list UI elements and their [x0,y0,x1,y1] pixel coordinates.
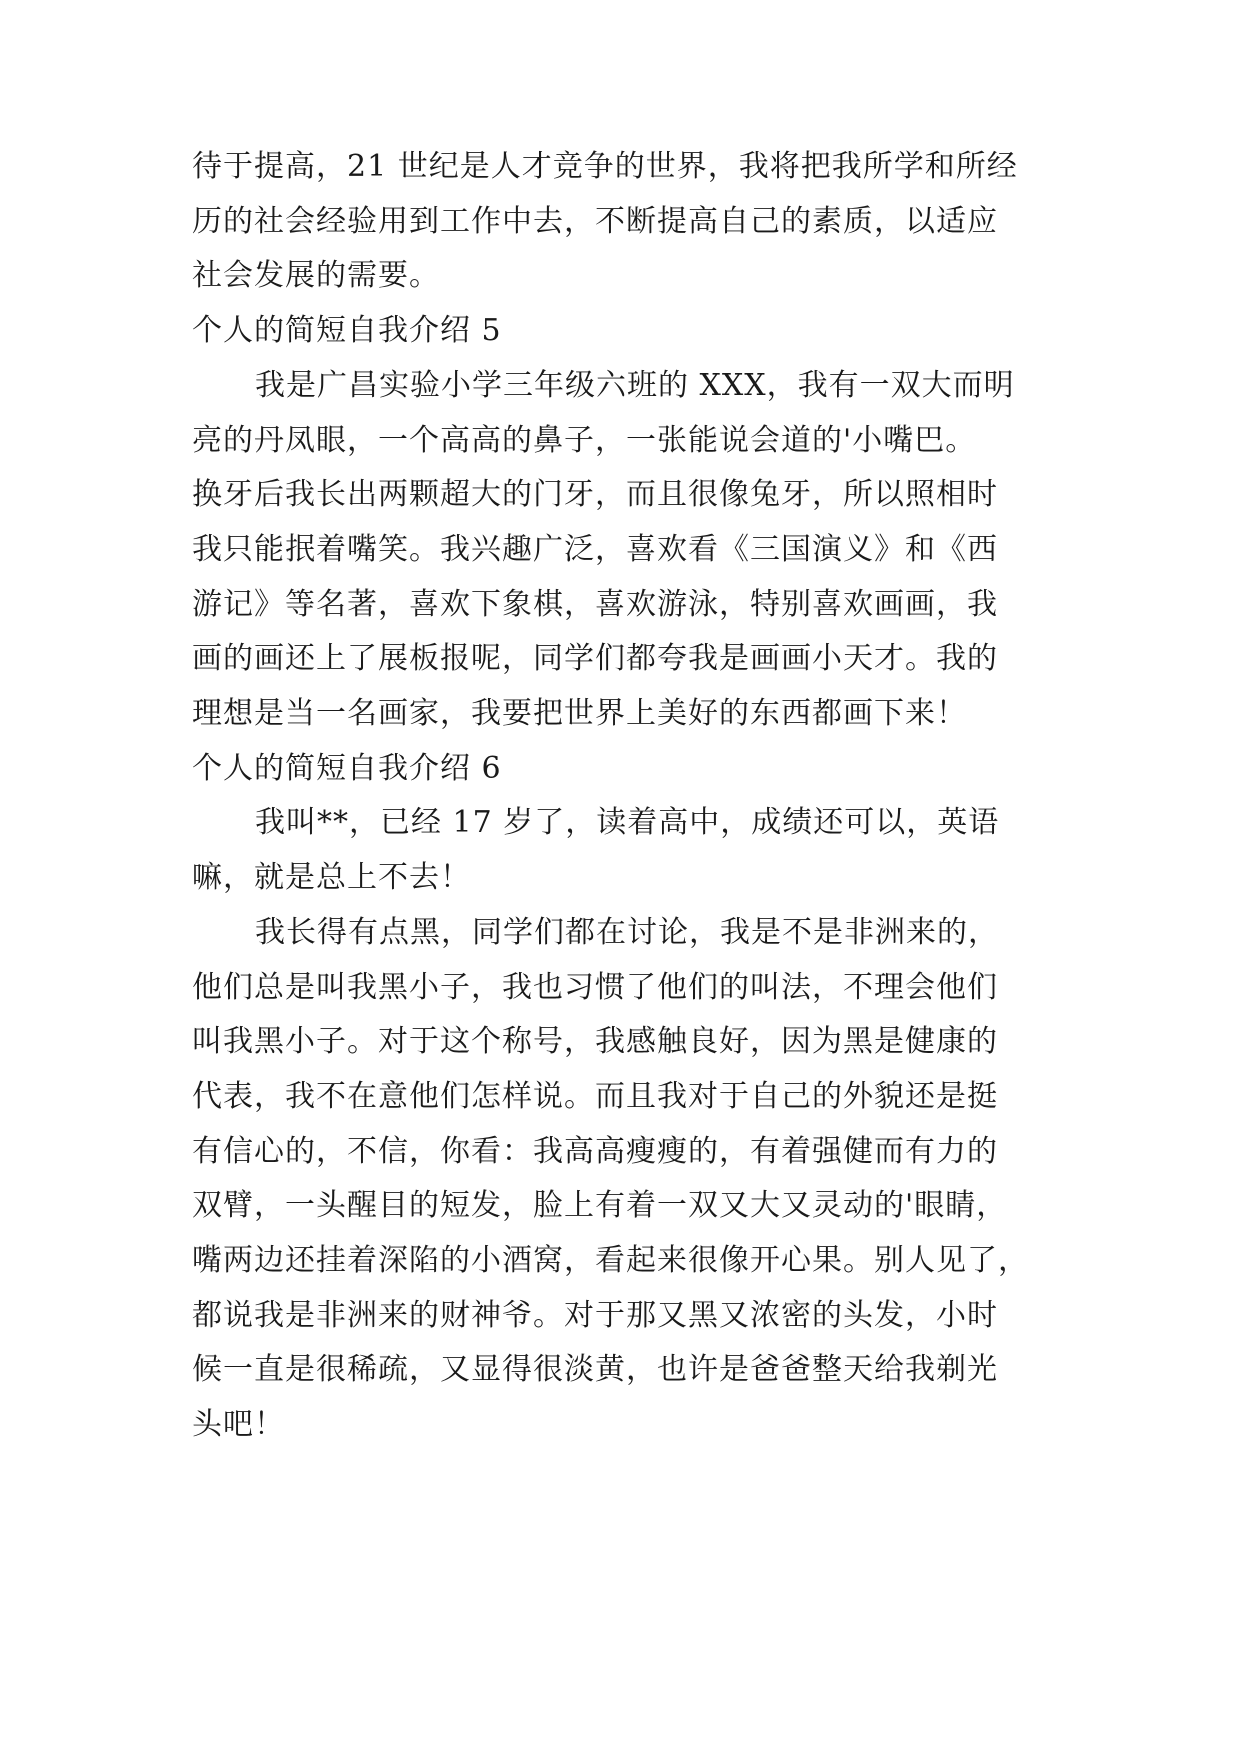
section-heading: 个人的简短自我介绍 6 [192,751,502,786]
paragraph-line: 换牙后我长出两颗超大的门牙，而且很像兔牙，所以照相时 [192,477,998,512]
paragraph-line: 亮的丹凤眼，一个高高的鼻子，一张能说会道的'小嘴巴。 [192,423,977,458]
section-heading: 个人的简短自我介绍 5 [192,313,502,348]
paragraph-line: 社会发展的需要。 [192,258,440,293]
paragraph-line: 双臂，一头醒目的短发，脸上有着一双又大又灵动的'眼睛， [192,1188,1008,1223]
paragraph-line: 理想是当一名画家，我要把世界上美好的东西都画下来！ [192,696,967,731]
paragraph-line: 嘛，就是总上不去！ [192,860,471,895]
paragraph-line: 我长得有点黑，同学们都在讨论，我是不是非洲来的， [255,915,999,950]
paragraph-line: 待于提高，21 世纪是人才竞争的世界，我将把我所学和所经 [192,149,1018,184]
paragraph-line: 代表，我不在意他们怎样说。而且我对于自己的外貌还是挺 [192,1079,998,1114]
paragraph-line: 有信心的，不信，你看：我高高瘦瘦的，有着强健而有力的 [192,1134,998,1169]
paragraph-line: 历的社会经验用到工作中去，不断提高自己的素质，以适应 [192,204,998,239]
paragraph-line: 头吧！ [192,1407,285,1442]
paragraph-line: 画的画还上了展板报呢，同学们都夸我是画画小天才。我的 [192,641,998,676]
paragraph-line: 我只能抿着嘴笑。我兴趣广泛，喜欢看《三国演义》和《西 [192,532,998,567]
paragraph-line: 都说我是非洲来的财神爷。对于那又黑又浓密的头发，小时 [192,1298,998,1333]
paragraph-line: 我是广昌实验小学三年级六班的 XXX，我有一双大而明 [255,368,1015,403]
paragraph-line: 他们总是叫我黑小子，我也习惯了他们的叫法，不理会他们 [192,970,998,1005]
paragraph-line: 我叫**，已经 17 岁了，读着高中，成绩还可以，英语 [255,805,1000,840]
paragraph-line: 游记》等名著，喜欢下象棋，喜欢游泳，特别喜欢画画，我 [192,587,998,622]
paragraph-line: 嘴两边还挂着深陷的小酒窝，看起来很像开心果。别人见了， [192,1243,1029,1278]
paragraph-line: 叫我黑小子。对于这个称号，我感触良好，因为黑是健康的 [192,1024,998,1059]
paragraph-line: 候一直是很稀疏，又显得很淡黄，也许是爸爸整天给我剃光 [192,1352,998,1387]
